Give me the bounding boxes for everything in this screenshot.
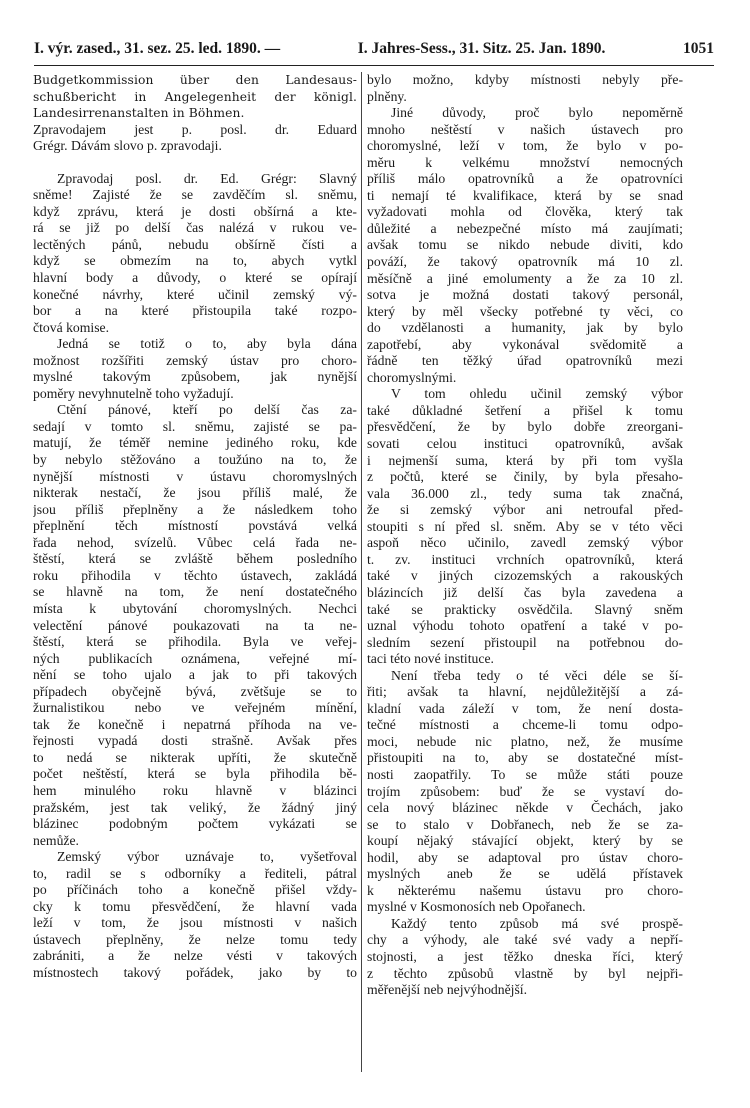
text-line: V tom ohledu učinil zemský výbor xyxy=(391,386,683,402)
text-line: přistoupiti na to, aby se dostatečné míst- xyxy=(367,750,683,766)
text-line: aspoň něco učinilo, zavedl zemský výbor xyxy=(367,535,683,551)
text-line: cela nový blázinec někde v Čechách, jako xyxy=(367,800,683,816)
text-line: moci, nebude nic platno, než, že musíme xyxy=(367,733,683,749)
paragraph xyxy=(33,171,357,336)
text-line: rá se již po delší čas nalézá v rukou ve- xyxy=(33,220,357,236)
text-line: případech obyčejně bývá, zvětšuje se to xyxy=(33,683,357,699)
text-line: místnostech takový pořádek, jako by to xyxy=(33,964,357,980)
text-line: hodil, aby se adaptoval pro ústav choro- xyxy=(367,849,683,865)
text-line: kladní vada záleží v tom, že není dosta- xyxy=(367,700,683,716)
text-line: to, radil se s odborníky a řediteli, pátral xyxy=(33,865,357,881)
text-line: možnost rozšířiti zemský ústav pro choro- xyxy=(33,352,357,368)
text-line: tečné místnosti a chceme-li tomu odpo- xyxy=(367,717,683,733)
paragraph xyxy=(33,849,357,981)
left-column xyxy=(33,72,357,982)
text-line: Landesirrenanstalten in Böhmen. xyxy=(33,106,245,121)
text-line: nynější místnosti v ústavu choromyslných xyxy=(33,468,357,484)
text-line: také v jiných cizozemských a rakouských xyxy=(367,568,683,584)
text-line: řejnosti vypadá dosti strašně. Avšak přes xyxy=(33,733,357,749)
text-line: stojnosti, a jest těžko dneska říci, který xyxy=(367,948,683,964)
text-line: který by měl všecky potřebné ty věci, co xyxy=(367,303,683,319)
text-line: lectěných pánů, nebudu obšírně čísti a xyxy=(33,236,357,252)
text-line: k některému našemu ústavu pro choro- xyxy=(367,882,683,898)
header-rule xyxy=(34,65,714,66)
text-line: jsou příliš přeplněny a že následkem toho xyxy=(33,501,357,517)
text-line: ti nemají té kvalifikace, která by se snad xyxy=(367,187,683,203)
text-line: také důkladné šetření a přišel k tomu xyxy=(367,402,683,418)
text-line: schußbericht in Angelegenheit der königl. xyxy=(33,89,357,104)
text-line: leží v tom, že jsou místnosti v našich xyxy=(33,915,357,931)
text-line: přesvědčení, že by bylo dobře zreorgani- xyxy=(367,419,683,435)
text-line: blázincích již delší čas byla zavedena a xyxy=(367,584,683,600)
text-line: chy a výhody, ale také své vady a nepří- xyxy=(367,932,683,948)
page-header xyxy=(34,40,714,64)
text-line: pováží, že takový opatrovník má 10 zl. xyxy=(367,254,683,270)
text-line: stoupiti s ní před sl. sněm. Aby se v této věci xyxy=(367,518,683,534)
text-line: Zemský výbor uznávaje to, vyšetřoval xyxy=(57,849,357,865)
text-line: uznal výhodu tohoto opatření a také v po- xyxy=(367,618,683,634)
text-line: z těchto způsobů vlastně by byl nejpři- xyxy=(367,965,683,981)
header-right: I. Jahres-Sess., 31. Sitz. 25. Jan. 1890. xyxy=(357,40,606,57)
text-line: příliš málo opatrovníků a že opatrovníci xyxy=(367,171,683,187)
text-line: hem minulého roku hlavně v blázinci xyxy=(33,782,357,798)
text-line: matují, že téměř nemine jediného roku, kde xyxy=(33,435,357,451)
text-line: konečné návrhy, které učinil zemský vý- xyxy=(33,286,357,302)
text-line: myslných aneb že se udělá přístavek xyxy=(367,866,683,882)
text-line: Grégr. Dávám slovo p. zpravodaji. xyxy=(33,138,222,154)
text-line: myslné v Kosmonosích neb Opořanech. xyxy=(367,899,586,915)
text-line: Není třeba tedy o té věci déle se ší- xyxy=(391,667,683,683)
paragraph-gap xyxy=(33,155,357,171)
text-line: Jedná se totiž o to, aby byla dána xyxy=(57,336,357,352)
paragraph xyxy=(33,122,357,155)
text-line: měsíčně a jiné emolumenty a že za 10 zl. xyxy=(367,270,683,286)
text-line: Zpravodaj posl. dr. Ed. Grégr: Slavný xyxy=(57,170,357,186)
text-line: měřenější neb nejvýhodnější. xyxy=(367,982,528,998)
text-line: koupí nějaký stávající objekt, který by se xyxy=(367,833,683,849)
text-line: také se prakticky osvědčila. Slavný sněm xyxy=(367,601,683,617)
text-line: do vzdělanosti a humanity, jak by bylo xyxy=(367,320,683,336)
text-line: štěstí, která se zvláště během posledního xyxy=(33,551,357,567)
text-line: bylo možno, kdyby místnosti nebyly pře- xyxy=(367,72,683,87)
text-line: sněme! Zajisté že se zavděčím sl. sněmu, xyxy=(33,187,357,203)
text-line: zabrániti, a že nelze vésti v takových xyxy=(33,948,357,964)
paragraph xyxy=(367,72,683,105)
text-line: pražském, jest tak veliký, že žádný jiný xyxy=(33,799,357,815)
text-line: mnoho neštěstí v našich ústavech pro xyxy=(367,121,683,137)
text-line: místa k ubytování choromyslných. Nechci xyxy=(33,600,357,616)
text-line: cky k tomu přesvědčení, že hlavní vada xyxy=(33,898,357,914)
text-line: po příčinách toho a konečně přišel vždy- xyxy=(33,882,357,898)
text-line: sedají v tomto sl. sněmu, zajisté se pa- xyxy=(33,418,357,434)
text-line: by nebylo stěžováno a toužúno na to, že xyxy=(33,452,357,468)
paragraph xyxy=(367,916,683,999)
paragraph xyxy=(367,105,683,386)
text-line: žurnalistikou nebo ve veřejném mínění, xyxy=(33,700,357,716)
text-line: i nejmenší suma, která by při tom vyšla xyxy=(367,452,683,468)
text-line: řádně ten těžký úřad opatrovníků mezi xyxy=(367,353,683,369)
text-line: roku přihodila v těchto ústavech, zakládá xyxy=(33,567,357,583)
text-line: řiti; avšak ta hlavní, nejdůležitější a zá- xyxy=(367,684,683,700)
text-line: když zprávu, která je dosti obšírná a kte- xyxy=(33,203,357,219)
text-line: zapotřebí, aby vykonával svědomitě a xyxy=(367,336,683,352)
paragraph xyxy=(367,668,683,916)
text-line: štěstí, která se přihodila. Byla ve veřej- xyxy=(33,634,357,650)
right-column xyxy=(367,72,683,999)
text-line: důležité a nebezpečné místo má zaujímati; xyxy=(367,220,683,236)
text-line: Každý tento způsob má své prospě- xyxy=(391,915,683,931)
text-line: nosti zaopatřily. To se může státi pouze xyxy=(367,766,683,782)
text-line: se to stalo v Dobřanech, neb že se za- xyxy=(367,816,683,832)
text-line: to nedá se nikterak upříti, že skutečně xyxy=(33,749,357,765)
text-line: poměry nevyhnutelně toho vyžadují. xyxy=(33,385,234,401)
text-line: nikterak nestačí, že jsou příliš malé, že xyxy=(33,485,357,501)
text-line: sovati celou instituci opatrovníků, avšak xyxy=(367,436,683,452)
header-left: I. výr. zased., 31. sez. 25. led. 1890. — xyxy=(34,40,281,57)
paragraph xyxy=(33,336,357,402)
text-line: ných publikacích oznámena, veřejné mí- xyxy=(33,650,357,666)
text-line: se hlavně na tom, že není dostatečného xyxy=(33,584,357,600)
text-line: přeplnění těch místností povstává velká xyxy=(33,518,357,534)
text-line: t. zv. instituci vrchních opatrovníků, která xyxy=(367,551,683,567)
text-line: když se obmezím na to, abych vytkl xyxy=(33,253,357,269)
text-line: vyžadovati mohla od člověka, který tak xyxy=(367,204,683,220)
text-line: tak že konečně i nepatrná příhoda na ve- xyxy=(33,716,357,732)
text-line: čtová komise. xyxy=(33,319,110,335)
text-line: taci této nové instituce. xyxy=(367,651,494,667)
page-number: 1051 xyxy=(682,40,714,57)
text-line: nemůže. xyxy=(33,832,79,848)
text-line: ústavech přeplněny, že nelze tomu tedy xyxy=(33,931,357,947)
text-line: avšak tomu se nikdo nebude diviti, kdo xyxy=(367,237,683,253)
text-line: měru k velkému množství nemocných xyxy=(367,154,683,170)
text-line: počet neštěstí, která se byla přihodila bě- xyxy=(33,766,357,782)
text-line: že si zemský výbor ani netroufal před- xyxy=(367,502,683,518)
text-line: myslné takovým způsobem, jak nynější xyxy=(33,369,357,385)
text-line: Ctění pánové, kteří po delší čas za- xyxy=(57,402,357,418)
paragraph xyxy=(33,72,357,122)
text-line: blázinec podobným počtem vykázati se xyxy=(33,816,357,832)
text-line: Jiné důvody, proč bylo nepoměrně xyxy=(391,105,683,121)
text-line: z počtů, které se činily, by byla přesaho- xyxy=(367,469,683,485)
text-line: choromyslnými. xyxy=(367,369,457,385)
text-line: trojím způsobem: buď že se vystaví do- xyxy=(367,783,683,799)
text-line: řada nehod, svízelů. Vůbec celá řada ne- xyxy=(33,534,357,550)
text-line: Zpravodajem jest p. posl. dr. Eduard xyxy=(33,121,357,137)
text-line: bor a na které přistoupila také rozpo- xyxy=(33,303,357,319)
text-line: sledním sezení přistoupil na potřebnou do- xyxy=(367,634,683,650)
paragraph xyxy=(33,402,357,849)
text-line: plněny. xyxy=(367,88,407,104)
text-line: vala 36.000 zl., tedy suma tak značná, xyxy=(367,485,683,501)
text-line: choromyslné, leží v tom, že bylo v po- xyxy=(367,138,683,154)
text-line: velectění pánové poukazovati na ta ne- xyxy=(33,617,357,633)
paragraph xyxy=(367,386,683,667)
column-divider xyxy=(361,72,362,1072)
text-line: nění se toho ujalo a jak to při takových xyxy=(33,667,357,683)
text-line: Budgetkommission über den Landesaus- xyxy=(33,73,357,87)
text-line: sotva je možná dostati takový personál, xyxy=(367,287,683,303)
text-line: hlavní body a důvody, o které se opírají xyxy=(33,270,357,286)
